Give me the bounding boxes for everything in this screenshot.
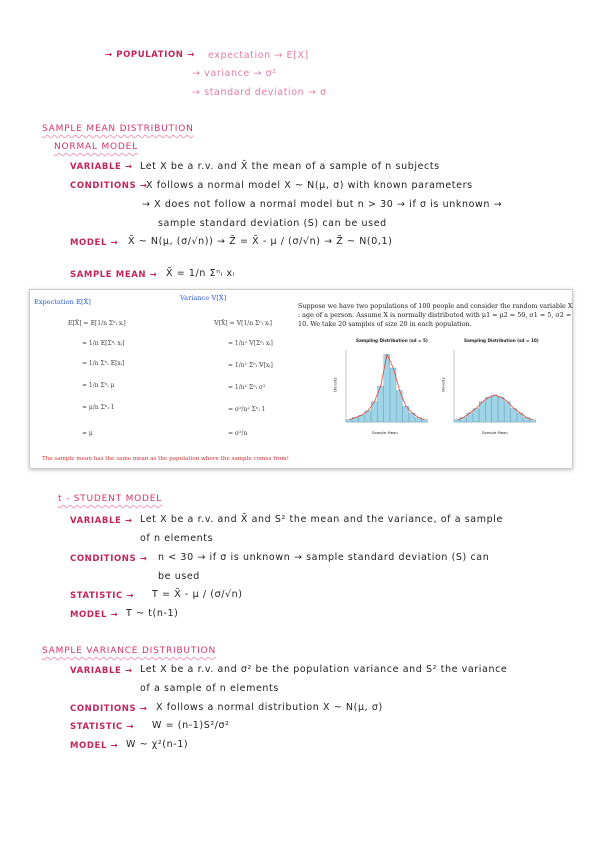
svd-conditions-text: X follows a normal distribution X ~ N(μ, σ) — [156, 702, 383, 713]
smd-variable-label: VARIABLE → — [70, 162, 133, 172]
svd-statistic-text: W = (n-1)S²/σ² — [152, 720, 230, 731]
histogram-sd10 — [448, 344, 538, 428]
svd-model-label: MODEL → — [70, 741, 119, 751]
hist-bar — [454, 420, 460, 422]
svd-variable-text-1: Let X be a r.v. and σ² be the population variance and S² the variance — [140, 664, 508, 675]
hist-bar — [498, 397, 504, 422]
svd-conditions-label: CONDITIONS → — [70, 704, 148, 714]
population-expectation: expectation → E[X] — [208, 50, 309, 61]
var-line-5: = σ²/n² Σⁿᵢ 1 — [228, 406, 266, 413]
var-line-3: = 1/n² Σⁿᵢ 𝕍[xᵢ] — [228, 362, 273, 369]
hist1-title: Sampling Distribution (sd = 5) — [356, 338, 428, 343]
var-line-2: = 1/n² 𝕍[Σⁿᵢ xᵢ] — [228, 340, 273, 347]
svd-variable-label: VARIABLE → — [70, 666, 133, 676]
hist-bar — [492, 395, 498, 422]
smd-model-label: MODEL → — [70, 238, 119, 248]
hist2-xlabel: Sample Mean — [482, 430, 508, 435]
exp-line-6: = μ — [82, 430, 93, 437]
smd-conditions-text-1: X follows a normal model X ~ N(μ, σ) with known parameters — [146, 180, 473, 191]
figure-paragraph: Suppose we have two populations of 100 people and consider the random variable X : age of a person. Assume X is normally distributed with μ1 = μ2 = 50, σ1 = 5, σ2 = 10. We take 20 samples of size 20 in each population. — [298, 302, 573, 328]
t-variable-label: VARIABLE → — [70, 516, 133, 526]
t-variable-text-1: Let X be a r.v. and X̄ and S² the mean and the variance, of a sample — [140, 514, 503, 525]
svd-model-text: W ~ χ²(n-1) — [126, 739, 189, 750]
population-label: → POPULATION → — [105, 50, 195, 60]
section-title-sample-variance: SAMPLE VARIANCE DISTRIBUTION — [42, 646, 216, 656]
hist-bar — [504, 402, 510, 422]
var-line-4: = 1/n² Σⁿᵢ σ² — [228, 384, 266, 391]
exp-line-3: = 1/n Σⁿᵢ 𝔼[xᵢ] — [82, 360, 125, 367]
t-conditions-text-2: be used — [158, 571, 200, 582]
smd-conditions-label: CONDITIONS → — [70, 181, 148, 191]
figure-note: The sample mean has the same mean as the population where the sample comes from! — [42, 456, 289, 462]
smd-sample-mean-label: SAMPLE MEAN → — [70, 270, 158, 280]
hist-bar — [486, 397, 492, 422]
hist-bar — [511, 409, 517, 423]
hist1-xlabel: Sample Mean — [372, 430, 398, 435]
hist1-ylabel: Density — [332, 377, 338, 392]
smd-sample-mean-text: X̄ = 1/n Σⁿᵢ xᵢ — [166, 268, 236, 279]
t-model-text: T ~ t(n-1) — [126, 608, 179, 619]
t-variable-text-2: of n elements — [140, 533, 214, 544]
population-variance: → variance → σ² — [192, 68, 277, 79]
population-std: → standard deviation → σ — [192, 87, 327, 98]
exp-line-1: 𝔼[X̄] = 𝔼[1/n Σⁿᵢ xᵢ] — [68, 320, 126, 327]
variance-title: Variance 𝕍[X̄] — [180, 294, 227, 302]
smd-conditions-text-2: → X does not follow a normal model but n > 30 → if σ is unknown → — [142, 199, 503, 210]
expectation-title: Expectation 𝔼[X̄] — [34, 298, 91, 306]
t-model-label: MODEL → — [70, 610, 119, 620]
exp-line-5: = μ/n Σⁿᵢ 1 — [82, 404, 115, 411]
var-line-1: 𝕍[X̄] = 𝕍[1/n Σⁿᵢ xᵢ] — [214, 320, 272, 327]
hist-bar — [479, 402, 485, 422]
subsection-normal-model: NORMAL MODEL — [54, 142, 138, 152]
svd-statistic-label: STATISTIC → — [70, 722, 135, 732]
histogram-sd5 — [340, 344, 430, 428]
smd-model-text: X̄ ~ N(μ, (σ/√n)) → Z̄ = X̄ - μ / (σ/√n) → Z̄ ~ N(0,1) — [128, 236, 393, 247]
section-title-tstudent: t - STUDENT MODEL — [58, 494, 163, 504]
svd-variable-text-2: of a sample of n elements — [140, 683, 279, 694]
hist2-ylabel: Density — [440, 377, 446, 392]
section-title-sample-mean: SAMPLE MEAN DISTRIBUTION — [42, 124, 194, 134]
embedded-figure — [29, 289, 573, 469]
t-statistic-text: T = X̄ - μ / (σ/√n) — [152, 589, 243, 600]
t-conditions-label: CONDITIONS → — [70, 554, 148, 564]
exp-line-2: = 1/n 𝔼[Σⁿᵢ xᵢ] — [82, 340, 125, 347]
exp-line-4: = 1/n Σⁿᵢ μ — [82, 382, 115, 389]
hist-bar — [346, 420, 352, 422]
t-conditions-text-1: n < 30 → if σ is unknown → sample standard deviation (S) can — [158, 552, 490, 563]
var-line-6: = σ²/n — [228, 430, 248, 437]
smd-variable-text: Let X be a r.v. and X̄ the mean of a sample of n subjects — [140, 161, 440, 172]
smd-conditions-text-3: sample standard deviation (S) can be used — [158, 218, 387, 229]
hist2-title: Sampling Distribution (sd = 10) — [464, 338, 539, 343]
t-statistic-label: STATISTIC → — [70, 591, 135, 601]
